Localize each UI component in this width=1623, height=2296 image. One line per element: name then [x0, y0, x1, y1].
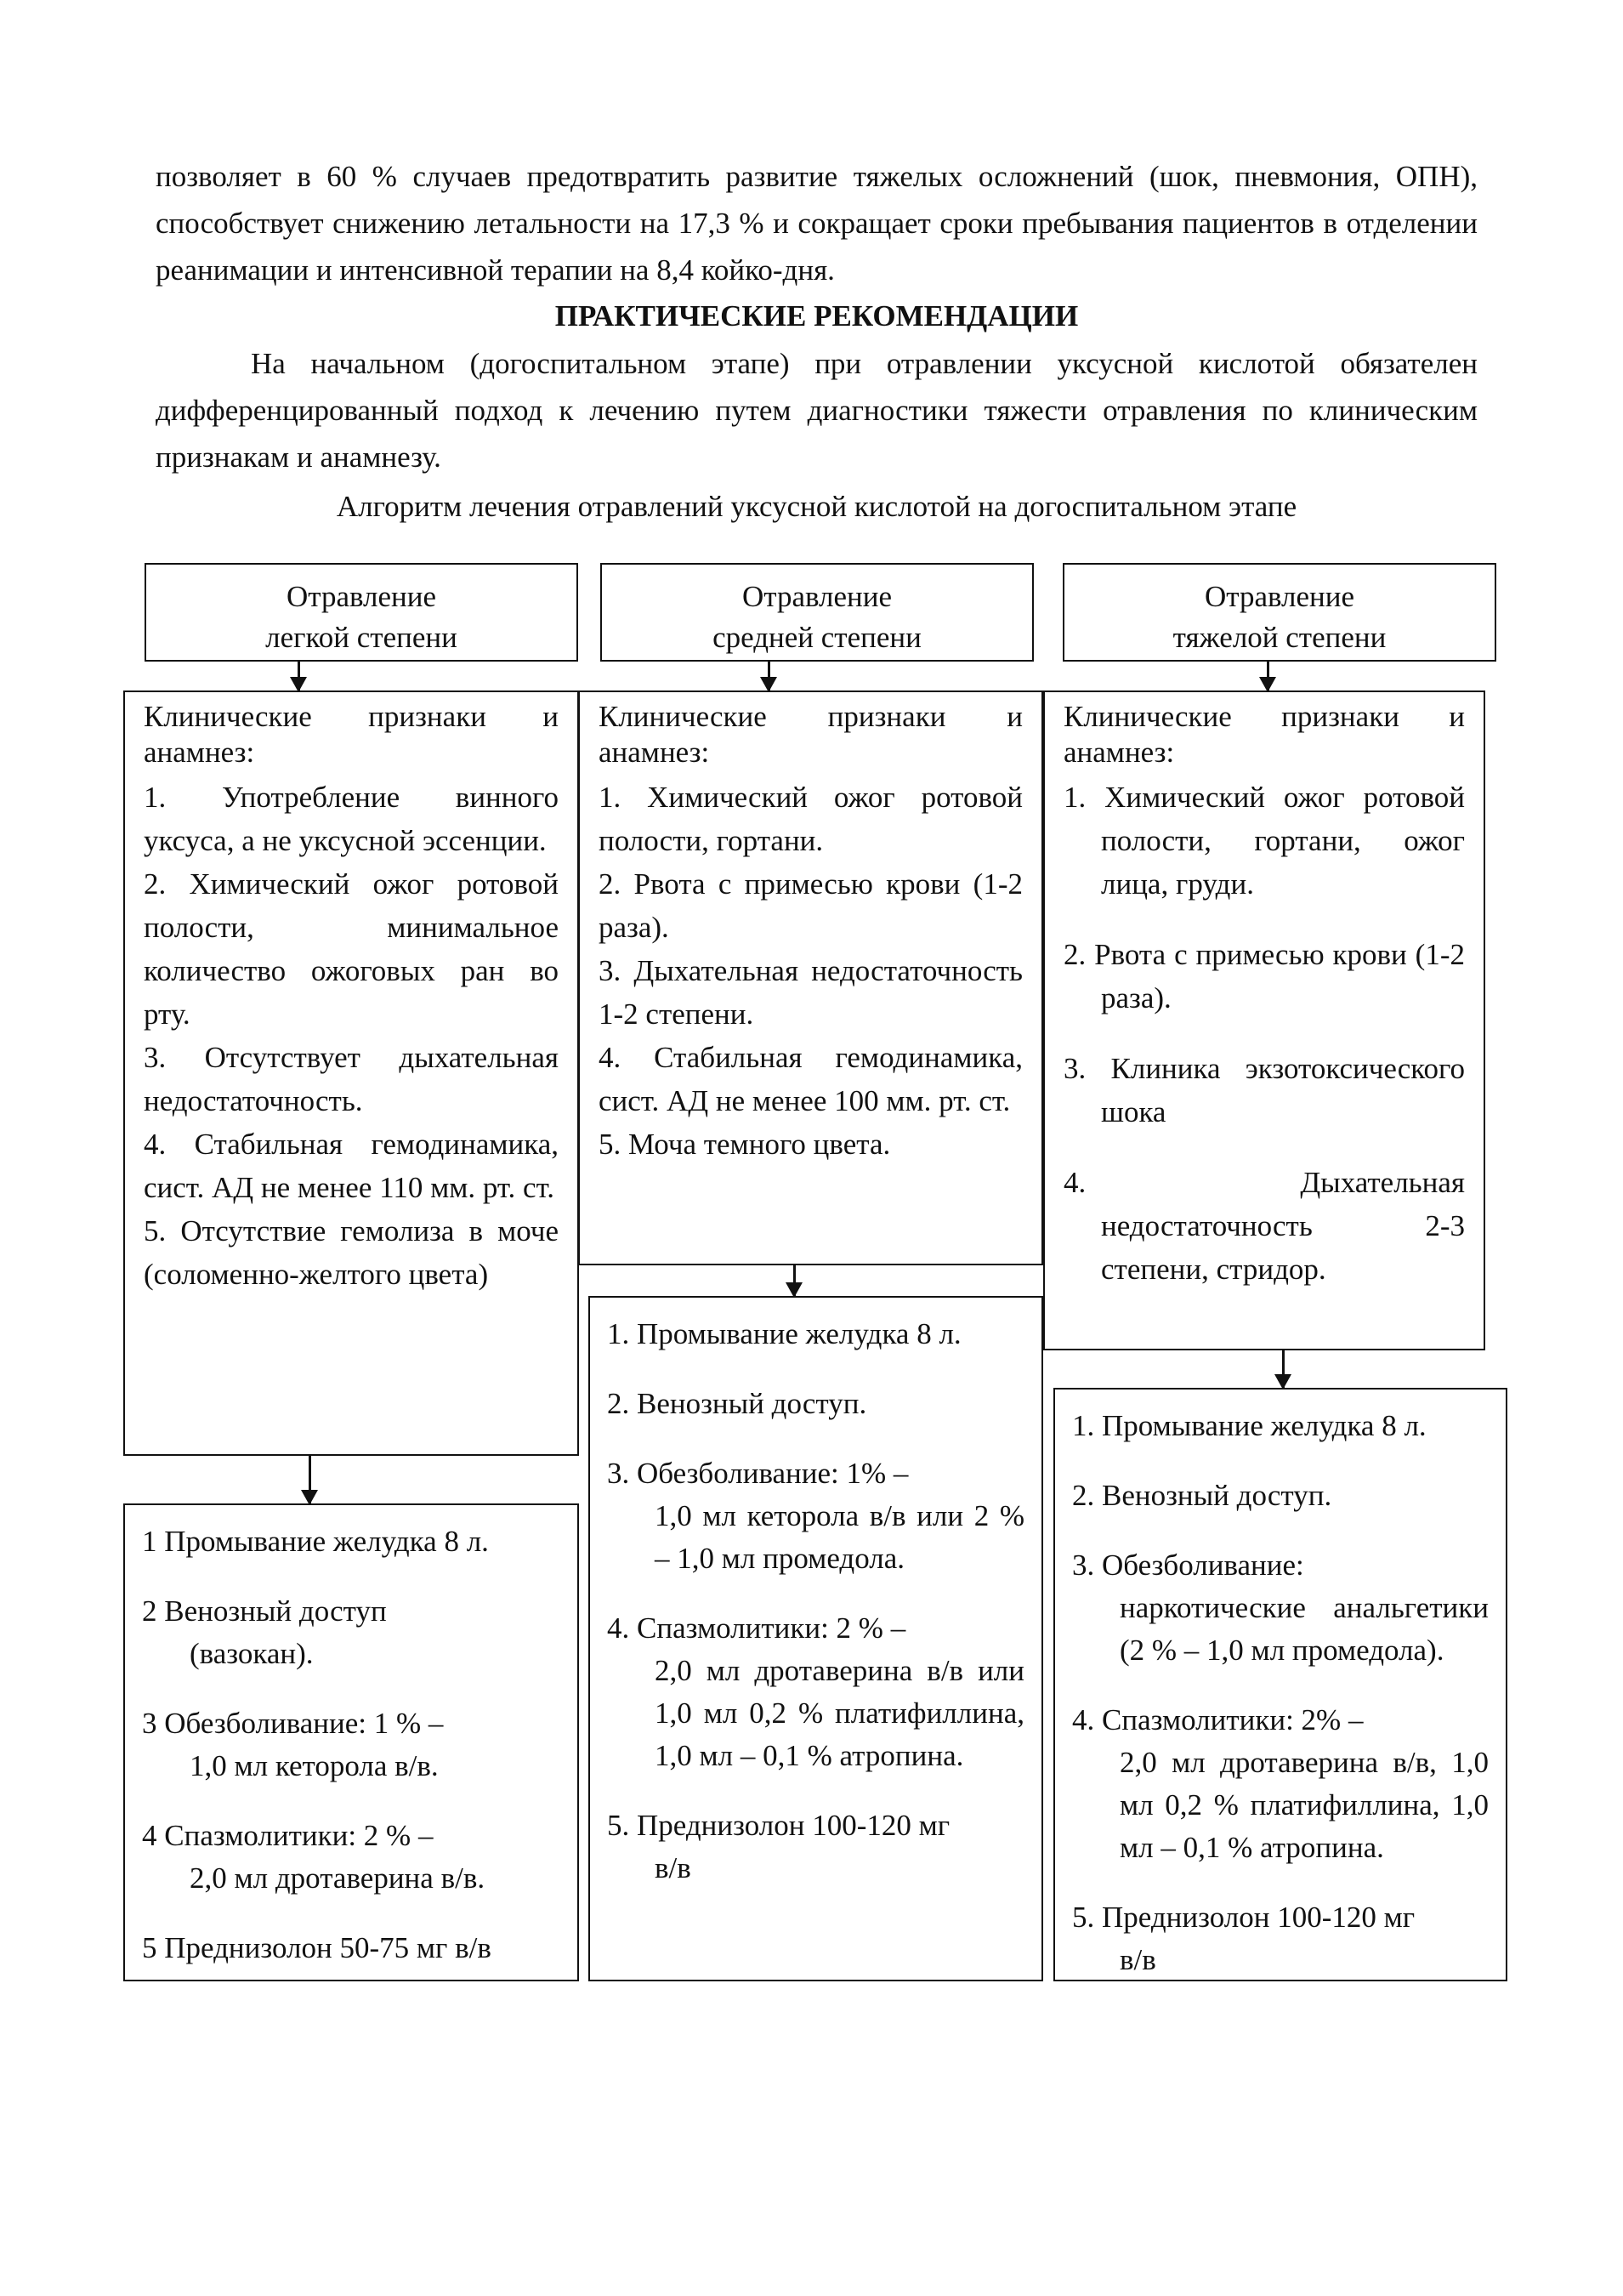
clinical-item: 2. Рвота с примесью крови (1-2 раза).	[1064, 938, 1465, 1014]
treatment-item	[1072, 1896, 1489, 1981]
treatment-head: 4 Спазмолитики: 2 % –	[142, 1819, 434, 1852]
clinical-box-mild	[123, 691, 579, 1456]
treatment-item	[607, 1313, 1024, 1355]
clinical-item: 1. Химический ожог ротовой полости, гортани.	[599, 781, 1023, 857]
clinical-item: 1. Химический ожог ротовой полости, гортани, ожог лица, груди.	[1064, 781, 1465, 901]
treatment-head: 3. Обезболивание:	[1072, 1549, 1304, 1582]
treatment-head: 3. Обезболивание: 1% –	[607, 1457, 909, 1490]
treatment-head: 2 Венозный доступ	[142, 1594, 387, 1628]
clinical-box-severe	[1043, 691, 1485, 1350]
clinical-item: 3. Отсутствует дыхательная недостаточность.	[144, 1041, 559, 1117]
clinical-item: 5. Отсутствие гемолиза в моче (соломенно-желтого цвета)	[144, 1214, 559, 1291]
treatment-item	[1072, 1405, 1489, 1447]
header-box-mild	[145, 563, 578, 662]
treatment-item	[607, 1607, 1024, 1777]
treatment-rest: 2,0 мл дротаверина в/в, 1,0 мл 0,2 % платифиллина, 1,0 мл – 0,1 % атропина.	[1120, 1746, 1489, 1864]
section-heading: ПРАКТИЧЕСКИЕ РЕКОМЕНДАЦИИ	[554, 299, 1079, 332]
arrow-down	[1282, 1350, 1285, 1388]
treatment-item	[1072, 1699, 1489, 1869]
treatment-box-mild	[123, 1503, 579, 1981]
treatment-rest: наркотические анальгетики (2 % – 1,0 мл промедола).	[1120, 1591, 1489, 1667]
treatment-item	[142, 1927, 560, 1969]
clinical-lead: Клинические признаки и анамнез:	[599, 700, 1023, 769]
header-line1: Отравление	[741, 580, 893, 613]
treatment-item	[1072, 1475, 1489, 1517]
header-box-moderate	[600, 563, 1034, 662]
clinical-item: 3. Клиника экзотоксического шока	[1064, 1052, 1465, 1128]
intro-paragraph: позволяет в 60 % случаев предотвратить развитие тяжелых осложнений (шок, пневмония, ОПН), способствует снижению летальности на 17,3 % и сокращает сроки пребывания пациентов в отделении реанимации и интенсивной терапии на 8,4 койко-дня.	[156, 160, 1478, 287]
treatment-rest: в/в	[1120, 1943, 1156, 1976]
algorithm-caption: Алгоритм лечения отравлений уксусной кислотой на догоспитальном этапе	[336, 490, 1297, 523]
treatment-item	[607, 1452, 1024, 1580]
treatment-rest: 2,0 мл дротаверина в/в или 1,0 мл 0,2 % платифиллина, 1,0 мл – 0,1 % атропина.	[655, 1654, 1024, 1772]
treatment-item	[142, 1702, 560, 1787]
clinical-lead: Клинические признаки и анамнез:	[1064, 700, 1465, 769]
treatment-head: 1. Промывание желудка 8 л.	[607, 1317, 962, 1350]
header-line2: тяжелой степени	[1172, 621, 1387, 654]
header-box-severe	[1063, 563, 1496, 662]
treatment-item	[142, 1590, 560, 1675]
treatment-head: 4. Спазмолитики: 2% –	[1072, 1703, 1364, 1736]
treatment-head: 5. Преднизолон 100-120 мг	[1072, 1901, 1416, 1934]
treatment-rest: 2,0 мл дротаверина в/в.	[190, 1861, 485, 1895]
treatment-rest: в/в	[655, 1851, 691, 1884]
header-line1: Отравление	[1204, 580, 1355, 613]
treatment-rest: 1,0 мл кеторола в/в или 2 % – 1,0 мл промедола.	[655, 1499, 1024, 1575]
clinical-item: 1. Употребление винного уксуса, а не уксусной эссенции.	[144, 781, 559, 857]
treatment-item	[1072, 1544, 1489, 1672]
treatment-item	[142, 1815, 560, 1900]
header-line2: легкой степени	[265, 621, 457, 654]
clinical-item: 5. Моча темного цвета.	[599, 1128, 891, 1161]
treatment-head: 1 Промывание желудка 8 л.	[142, 1525, 489, 1558]
treatment-item	[142, 1520, 560, 1563]
arrow-down	[793, 1265, 796, 1296]
clinical-item: 4. Дыхательная недостаточность 2-3 степени, стридор.	[1064, 1166, 1465, 1286]
clinical-item: 4. Стабильная гемодинамика, сист. АД не менее 110 мм. рт. ст.	[144, 1128, 559, 1204]
treatment-rest: 1,0 мл кеторола в/в.	[190, 1749, 439, 1782]
clinical-box-moderate	[578, 691, 1043, 1265]
clinical-item: 2. Рвота с примесью крови (1-2 раза).	[599, 867, 1023, 944]
treatment-head: 4. Спазмолитики: 2 % –	[607, 1611, 906, 1645]
arrow-down	[298, 662, 300, 691]
treatment-head: 2. Венозный доступ.	[1072, 1479, 1332, 1512]
recommendation-paragraph: На начальном (догоспитальном этапе) при отравлении уксусной кислотой обязателен дифференцированный подход к лечению путем диагностики тяжести отравления по клиническим признакам и анамнезу.	[156, 347, 1478, 474]
arrow-down	[309, 1456, 311, 1503]
treatment-box-severe	[1053, 1388, 1507, 1981]
clinical-item: 3. Дыхательная недостаточность 1-2 степени.	[599, 954, 1023, 1031]
treatment-head: 2. Венозный доступ.	[607, 1387, 867, 1420]
treatment-box-moderate	[588, 1296, 1043, 1981]
treatment-rest: (вазокан).	[190, 1637, 314, 1670]
clinical-item: 4. Стабильная гемодинамика, сист. АД не менее 100 мм. рт. ст.	[599, 1041, 1023, 1117]
treatment-head: 1. Промывание желудка 8 л.	[1072, 1409, 1427, 1442]
header-line1: Отравление	[286, 580, 437, 613]
clinical-item: 2. Химический ожог ротовой полости, минимальное количество ожоговых ран во рту.	[144, 867, 559, 1031]
treatment-head: 5 Преднизолон 50-75 мг в/в	[142, 1931, 491, 1964]
treatment-head: 3 Обезболивание: 1 % –	[142, 1707, 444, 1740]
header-line2: средней степени	[712, 621, 922, 654]
clinical-lead: Клинические признаки и анамнез:	[144, 700, 559, 769]
arrow-down	[768, 662, 770, 691]
treatment-head: 5. Преднизолон 100-120 мг	[607, 1809, 951, 1842]
arrow-down	[1267, 662, 1269, 691]
treatment-item	[607, 1804, 1024, 1890]
treatment-item	[607, 1383, 1024, 1425]
